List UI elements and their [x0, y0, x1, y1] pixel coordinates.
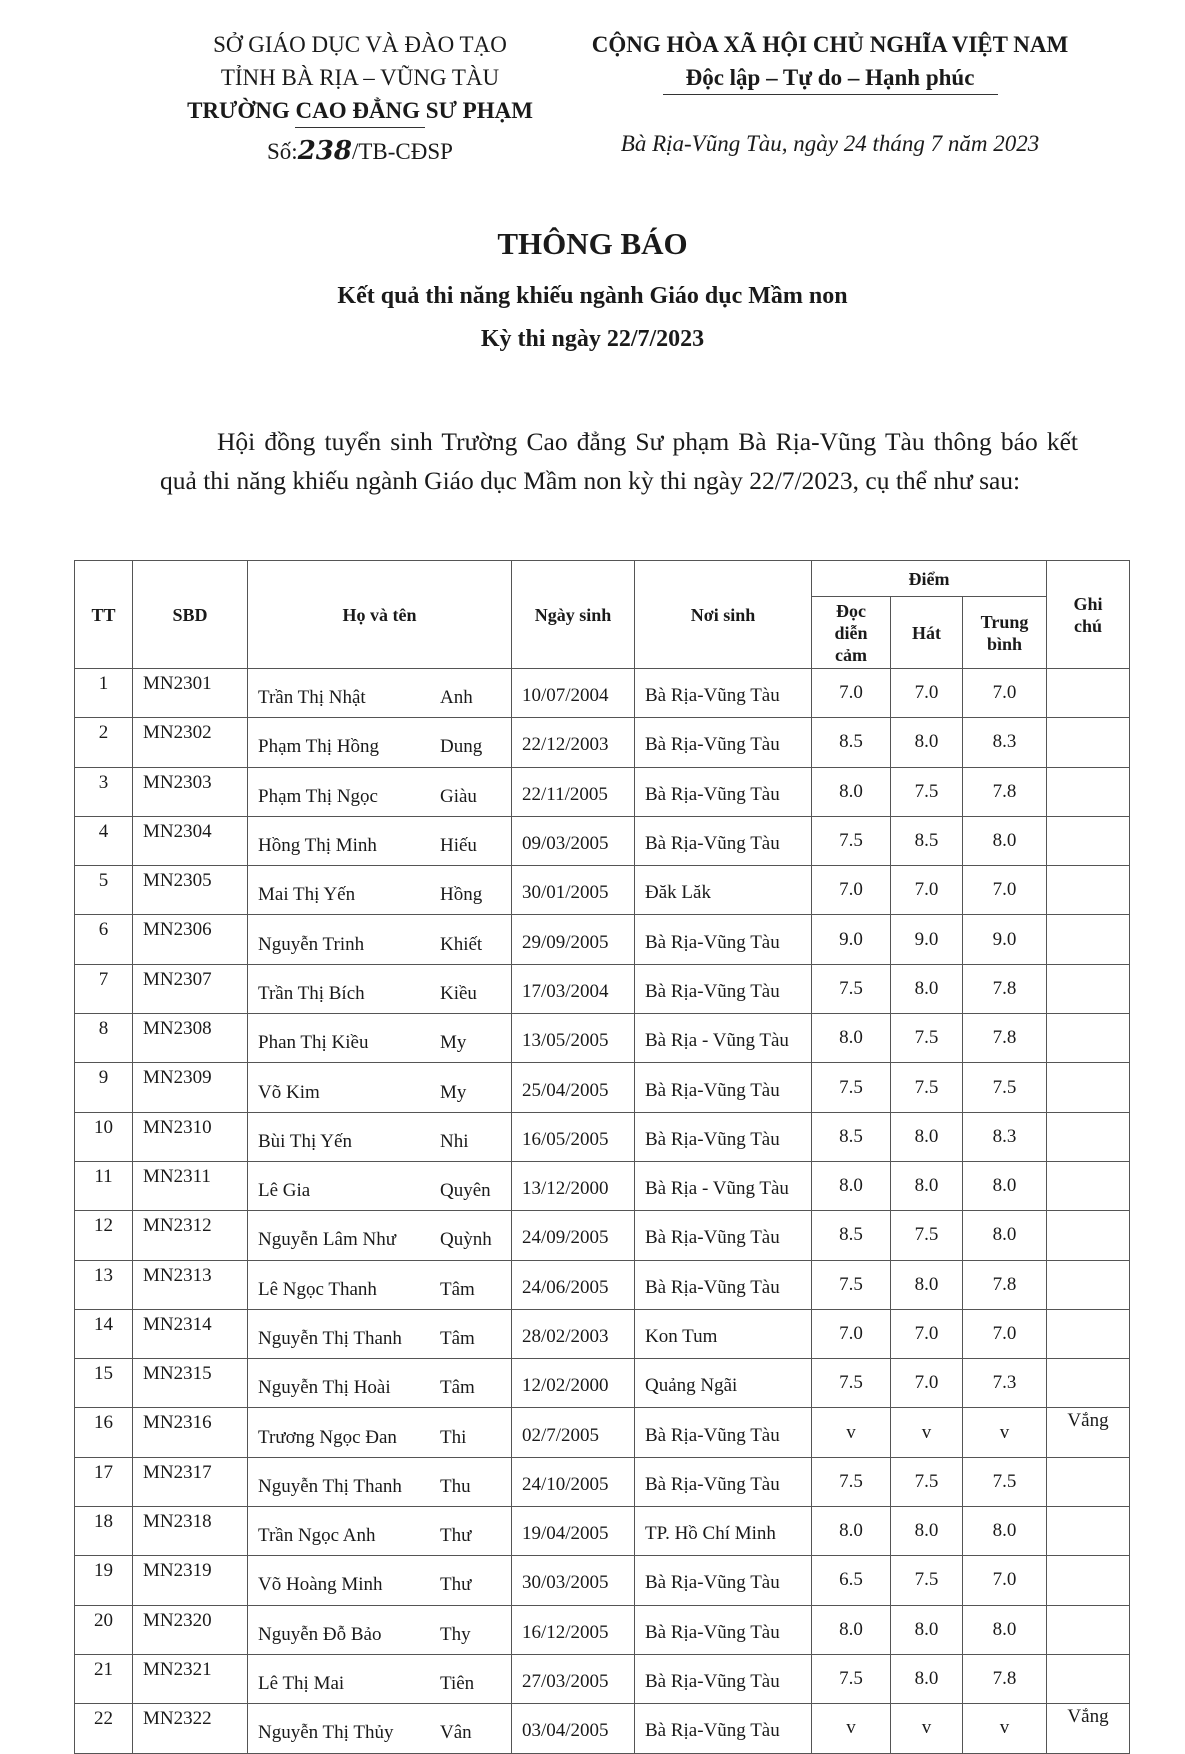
cell-dob: 24/06/2005 [512, 1260, 635, 1309]
cell-dob: 02/7/2005 [512, 1408, 635, 1457]
cell-name [248, 1359, 512, 1408]
cell-pob: Bà Rịa-Vũng Tàu [635, 669, 812, 718]
cell-doc-dien-cam: 8.0 [812, 1507, 891, 1556]
cell-trung-binh: 8.3 [963, 1112, 1047, 1161]
cell-tt: 4 [75, 816, 133, 865]
cell-name [248, 1063, 512, 1112]
table-row [75, 1161, 1130, 1210]
cell-first-name: Hiếu [440, 835, 477, 857]
cell-doc-dien-cam: 7.5 [812, 1063, 891, 1112]
cell-dob: 22/11/2005 [512, 767, 635, 816]
number-prefix: Số: [267, 139, 298, 164]
cell-first-name: Quyên [440, 1180, 491, 1202]
issuer-department: SỞ GIÁO DỤC VÀ ĐÀO TẠO [213, 32, 507, 57]
cell-sbd: MN2321 [133, 1654, 248, 1703]
cell-sbd: MN2306 [133, 915, 248, 964]
cell-last-middle-name: Lê Ngọc Thanh [258, 1278, 377, 1300]
cell-first-name: Dung [440, 736, 483, 758]
cell-first-name: My [440, 1032, 467, 1054]
cell-name [248, 1457, 512, 1506]
cell-doc-dien-cam: 7.5 [812, 964, 891, 1013]
cell-last-middle-name: Trương Ngọc Đan [258, 1426, 397, 1448]
cell-sbd: MN2320 [133, 1605, 248, 1654]
cell-pob: Kon Tum [635, 1309, 812, 1358]
table-row [75, 718, 1130, 767]
cell-first-name: Anh [440, 687, 473, 709]
cell-tt: 14 [75, 1309, 133, 1358]
cell-pob: Bà Rịa-Vũng Tàu [635, 718, 812, 767]
cell-tt: 5 [75, 866, 133, 915]
cell-first-name: Thi [440, 1426, 467, 1448]
cell-pob: Bà Rịa-Vũng Tàu [635, 1605, 812, 1654]
cell-last-middle-name: Trần Thị Nhật [258, 687, 366, 709]
results-body [75, 669, 1130, 1754]
cell-sbd: MN2304 [133, 816, 248, 865]
cell-pob: Bà Rịa-Vũng Tàu [635, 1704, 812, 1753]
cell-first-name: Tâm [440, 1278, 475, 1300]
cell-name [248, 1507, 512, 1556]
cell-hat: 7.0 [891, 1359, 963, 1408]
cell-doc-dien-cam: 8.0 [812, 767, 891, 816]
cell-first-name: Kiều [440, 982, 477, 1004]
cell-note [1047, 1556, 1130, 1605]
table-row [75, 1211, 1130, 1260]
cell-first-name: Nhi [440, 1130, 469, 1152]
cell-first-name: Thy [440, 1623, 471, 1645]
cell-dob: 24/09/2005 [512, 1211, 635, 1260]
document-title: THÔNG BÁO [497, 226, 688, 261]
intro-text: Hội đồng tuyển sinh Trường Cao đẳng Sư phạm Bà Rịa-Vũng Tàu thông báo kết quả thi năng khiếu ngành Giáo dục Mầm non kỳ thi ngày 22/7/2023, cụ thể như sau: [160, 427, 1078, 495]
cell-last-middle-name: Phan Thị Kiều [258, 1032, 369, 1054]
cell-last-middle-name: Phạm Thị Hồng [258, 736, 380, 758]
cell-note: Vắng [1047, 1408, 1130, 1457]
cell-sbd: MN2308 [133, 1014, 248, 1063]
number-handwritten: 238 [297, 136, 352, 166]
cell-dob: 10/07/2004 [512, 669, 635, 718]
table-row [75, 1309, 1130, 1358]
table-row [75, 1457, 1130, 1506]
cell-name [248, 866, 512, 915]
cell-doc-dien-cam: v [812, 1704, 891, 1753]
header-pob: Nơi sinh [635, 561, 812, 669]
issuer-province: TỈNH BÀ RỊA – VŨNG TÀU [220, 65, 500, 90]
cell-note [1047, 1457, 1130, 1506]
issuer-school: TRƯỜNG CAO ĐẲNG SƯ PHẠM [187, 98, 533, 123]
cell-tt: 21 [75, 1654, 133, 1703]
cell-trung-binh: 8.0 [963, 1211, 1047, 1260]
cell-tt: 9 [75, 1063, 133, 1112]
cell-name [248, 1161, 512, 1210]
cell-sbd: MN2322 [133, 1704, 248, 1753]
table-row [75, 866, 1130, 915]
cell-tt: 22 [75, 1704, 133, 1753]
cell-note [1047, 1161, 1130, 1210]
cell-pob: Bà Rịa-Vũng Tàu [635, 1063, 812, 1112]
cell-trung-binh: 7.0 [963, 1556, 1047, 1605]
cell-doc-dien-cam: 8.0 [812, 1014, 891, 1063]
cell-hat: v [891, 1704, 963, 1753]
table-row [75, 1063, 1130, 1112]
cell-trung-binh: 8.0 [963, 816, 1047, 865]
cell-pob: Bà Rịa-Vũng Tàu [635, 1408, 812, 1457]
cell-sbd: MN2313 [133, 1260, 248, 1309]
header-dob: Ngày sinh [512, 561, 635, 669]
cell-name [248, 1556, 512, 1605]
cell-note [1047, 1359, 1130, 1408]
cell-dob: 13/05/2005 [512, 1014, 635, 1063]
cell-doc-dien-cam: 7.5 [812, 816, 891, 865]
cell-hat: 7.5 [891, 1211, 963, 1260]
cell-note [1047, 1211, 1130, 1260]
cell-note [1047, 866, 1130, 915]
cell-hat: 8.0 [891, 964, 963, 1013]
cell-tt: 16 [75, 1408, 133, 1457]
cell-note [1047, 1507, 1130, 1556]
cell-hat: 8.5 [891, 816, 963, 865]
cell-first-name: Khiết [440, 933, 483, 955]
cell-sbd: MN2302 [133, 718, 248, 767]
cell-name [248, 1260, 512, 1309]
cell-dob: 28/02/2003 [512, 1309, 635, 1358]
cell-first-name: Quỳnh [440, 1229, 492, 1251]
cell-first-name: Tâm [440, 1328, 475, 1349]
cell-doc-dien-cam: 8.5 [812, 1112, 891, 1161]
intro-paragraph [160, 422, 1078, 500]
cell-pob: Bà Rịa-Vũng Tàu [635, 1112, 812, 1161]
number-suffix: /TB-CĐSP [351, 139, 453, 164]
cell-sbd: MN2310 [133, 1112, 248, 1161]
cell-first-name: Tâm [440, 1377, 475, 1399]
cell-name [248, 915, 512, 964]
table-row [75, 915, 1130, 964]
table-row [75, 816, 1130, 865]
cell-dob: 13/12/2000 [512, 1161, 635, 1210]
cell-doc-dien-cam: 7.5 [812, 1260, 891, 1309]
table-row [75, 669, 1130, 718]
cell-tt: 1 [75, 669, 133, 718]
cell-dob: 19/04/2005 [512, 1507, 635, 1556]
header-doc-dien-cam: Đọc diễn cảm [812, 597, 891, 669]
cell-last-middle-name: Phạm Thị Ngọc [258, 785, 378, 807]
cell-sbd: MN2315 [133, 1359, 248, 1408]
cell-last-middle-name: Nguyễn Thị Thanh [258, 1475, 402, 1497]
cell-hat: 7.0 [891, 866, 963, 915]
table-row [75, 1260, 1130, 1309]
cell-pob: Bà Rịa - Vũng Tàu [635, 1014, 812, 1063]
cell-note [1047, 669, 1130, 718]
cell-trung-binh: 7.0 [963, 669, 1047, 718]
cell-tt: 13 [75, 1260, 133, 1309]
cell-hat: 7.0 [891, 669, 963, 718]
cell-dob: 12/02/2000 [512, 1359, 635, 1408]
cell-name [248, 1654, 512, 1703]
cell-sbd: MN2312 [133, 1211, 248, 1260]
cell-last-middle-name: Nguyễn Đỗ Bảo [258, 1623, 382, 1645]
cell-hat: 7.0 [891, 1309, 963, 1358]
cell-last-middle-name: Nguyễn Thị Hoài [258, 1377, 391, 1399]
header-name: Họ và tên [248, 561, 512, 669]
cell-tt: 10 [75, 1112, 133, 1161]
cell-trung-binh: 7.8 [963, 1654, 1047, 1703]
cell-tt: 8 [75, 1014, 133, 1063]
header-note: Ghi chú [1047, 561, 1130, 669]
cell-last-middle-name: Nguyễn Thị Thủy [258, 1722, 394, 1744]
cell-last-middle-name: Lê Thị Mai [258, 1673, 345, 1695]
cell-tt: 6 [75, 915, 133, 964]
cell-last-middle-name: Lê Gia [258, 1180, 311, 1202]
document-number [160, 136, 560, 166]
cell-doc-dien-cam: 7.0 [812, 866, 891, 915]
results-table [74, 560, 1130, 1754]
cell-trung-binh: 8.0 [963, 1161, 1047, 1210]
cell-trung-binh: v [963, 1704, 1047, 1753]
cell-sbd: MN2314 [133, 1309, 248, 1358]
cell-hat: 8.0 [891, 1507, 963, 1556]
cell-pob: Đăk Lăk [635, 866, 812, 915]
table-row [75, 1654, 1130, 1703]
cell-last-middle-name: Hồng Thị Minh [258, 835, 377, 857]
cell-trung-binh: 7.8 [963, 1260, 1047, 1309]
cell-doc-dien-cam: 7.5 [812, 1457, 891, 1506]
table-row [75, 1605, 1130, 1654]
cell-dob: 25/04/2005 [512, 1063, 635, 1112]
cell-pob: Bà Rịa-Vũng Tàu [635, 767, 812, 816]
table-row [75, 1704, 1130, 1753]
cell-last-middle-name: Trần Thị Bích [258, 982, 365, 1004]
cell-doc-dien-cam: 7.5 [812, 1654, 891, 1703]
cell-note [1047, 964, 1130, 1013]
cell-name [248, 1605, 512, 1654]
cell-hat: 8.0 [891, 1654, 963, 1703]
cell-last-middle-name: Võ Kim [258, 1081, 320, 1103]
cell-note [1047, 1014, 1130, 1063]
table-row [75, 1014, 1130, 1063]
header-tt: TT [75, 561, 133, 669]
cell-name [248, 816, 512, 865]
cell-note [1047, 1605, 1130, 1654]
cell-sbd: MN2316 [133, 1408, 248, 1457]
cell-tt: 20 [75, 1605, 133, 1654]
cell-tt: 2 [75, 718, 133, 767]
cell-trung-binh: 7.5 [963, 1457, 1047, 1506]
cell-note: Vắng [1047, 1704, 1130, 1753]
cell-hat: 7.5 [891, 1457, 963, 1506]
cell-note [1047, 1654, 1130, 1703]
cell-hat: 8.0 [891, 1112, 963, 1161]
cell-dob: 16/05/2005 [512, 1112, 635, 1161]
cell-hat: 9.0 [891, 915, 963, 964]
cell-pob: Bà Rịa-Vũng Tàu [635, 1211, 812, 1260]
cell-doc-dien-cam: 6.5 [812, 1556, 891, 1605]
cell-last-middle-name: Võ Hoàng Minh [258, 1574, 383, 1596]
cell-sbd: MN2305 [133, 866, 248, 915]
table-row [75, 1507, 1130, 1556]
exam-date-title: Kỳ thi ngày 22/7/2023 [480, 326, 705, 352]
cell-doc-dien-cam: 7.0 [812, 669, 891, 718]
cell-first-name: Hồng [440, 884, 483, 906]
cell-first-name: Vân [440, 1722, 472, 1744]
cell-trung-binh: 7.8 [963, 767, 1047, 816]
cell-trung-binh: 7.3 [963, 1359, 1047, 1408]
cell-trung-binh: v [963, 1408, 1047, 1457]
cell-first-name: Giàu [440, 785, 477, 807]
cell-tt: 11 [75, 1161, 133, 1210]
cell-doc-dien-cam: 9.0 [812, 915, 891, 964]
cell-dob: 17/03/2004 [512, 964, 635, 1013]
cell-first-name: Thư [440, 1525, 472, 1547]
cell-hat: 7.5 [891, 1556, 963, 1605]
cell-last-middle-name: Nguyễn Lâm Như [258, 1229, 396, 1251]
cell-last-middle-name: Bùi Thị Yến [258, 1130, 352, 1152]
cell-hat: 8.0 [891, 1605, 963, 1654]
cell-tt: 7 [75, 964, 133, 1013]
cell-pob: Bà Rịa-Vũng Tàu [635, 1556, 812, 1605]
cell-pob: Bà Rịa-Vũng Tàu [635, 816, 812, 865]
cell-note [1047, 1063, 1130, 1112]
cell-dob: 24/10/2005 [512, 1457, 635, 1506]
motto-underline [663, 94, 998, 95]
cell-name [248, 767, 512, 816]
cell-note [1047, 915, 1130, 964]
national-title: CỘNG HÒA XÃ HỘI CHỦ NGHĨA VIỆT NAM [591, 32, 1069, 57]
cell-dob: 27/03/2005 [512, 1654, 635, 1703]
document-subtitle: Kết quả thi năng khiếu ngành Giáo dục Mầm non [337, 283, 848, 309]
cell-pob: Bà Rịa-Vũng Tàu [635, 964, 812, 1013]
cell-first-name: Thu [440, 1475, 471, 1497]
header-sbd: SBD [133, 561, 248, 669]
cell-trung-binh: 8.0 [963, 1605, 1047, 1654]
national-motto: Độc lập – Tự do – Hạnh phúc [685, 65, 975, 90]
cell-last-middle-name: Mai Thị Yến [258, 884, 356, 906]
cell-note [1047, 1112, 1130, 1161]
cell-name [248, 1704, 512, 1753]
table-row [75, 767, 1130, 816]
cell-doc-dien-cam: 8.5 [812, 718, 891, 767]
issuer-block [160, 28, 560, 128]
cell-sbd: MN2301 [133, 669, 248, 718]
cell-note [1047, 718, 1130, 767]
table-row [75, 1112, 1130, 1161]
cell-hat: 8.0 [891, 1161, 963, 1210]
cell-hat: 8.0 [891, 1260, 963, 1309]
cell-dob: 22/12/2003 [512, 718, 635, 767]
cell-first-name: Thư [440, 1574, 472, 1596]
cell-tt: 15 [75, 1359, 133, 1408]
cell-hat: v [891, 1408, 963, 1457]
cell-tt: 18 [75, 1507, 133, 1556]
table-row [75, 1556, 1130, 1605]
header-hat: Hát [891, 597, 963, 669]
cell-sbd: MN2317 [133, 1457, 248, 1506]
cell-name [248, 1211, 512, 1260]
cell-pob: Quảng Ngãi [635, 1359, 812, 1408]
cell-hat: 7.5 [891, 1014, 963, 1063]
cell-pob: Bà Rịa-Vũng Tàu [635, 1457, 812, 1506]
cell-tt: 12 [75, 1211, 133, 1260]
cell-dob: 30/03/2005 [512, 1556, 635, 1605]
table-row [75, 1408, 1130, 1457]
cell-first-name: My [440, 1081, 467, 1103]
cell-tt: 3 [75, 767, 133, 816]
cell-dob: 03/04/2005 [512, 1704, 635, 1753]
cell-name [248, 669, 512, 718]
cell-trung-binh: 8.3 [963, 718, 1047, 767]
cell-name [248, 718, 512, 767]
cell-trung-binh: 7.0 [963, 866, 1047, 915]
national-motto-block [560, 28, 1100, 95]
cell-tt: 19 [75, 1556, 133, 1605]
header-score-group: Điểm [812, 561, 1047, 597]
cell-trung-binh: 7.8 [963, 1014, 1047, 1063]
cell-last-middle-name: Nguyễn Thị Thanh [258, 1328, 402, 1349]
cell-pob: TP. Hồ Chí Minh [635, 1507, 812, 1556]
cell-last-middle-name: Nguyễn Trinh [258, 933, 365, 955]
cell-last-middle-name: Trần Ngọc Anh [258, 1525, 376, 1547]
cell-doc-dien-cam: 8.0 [812, 1161, 891, 1210]
cell-doc-dien-cam: v [812, 1408, 891, 1457]
cell-trung-binh: 7.8 [963, 964, 1047, 1013]
cell-hat: 8.0 [891, 718, 963, 767]
cell-sbd: MN2309 [133, 1063, 248, 1112]
cell-note [1047, 767, 1130, 816]
table-row [75, 964, 1130, 1013]
cell-sbd: MN2319 [133, 1556, 248, 1605]
cell-pob: Bà Rịa-Vũng Tàu [635, 915, 812, 964]
cell-hat: 7.5 [891, 767, 963, 816]
cell-name [248, 1014, 512, 1063]
cell-note [1047, 1309, 1130, 1358]
cell-sbd: MN2307 [133, 964, 248, 1013]
cell-trung-binh: 8.0 [963, 1507, 1047, 1556]
cell-name [248, 1309, 512, 1358]
cell-pob: Bà Rịa-Vũng Tàu [635, 1654, 812, 1703]
cell-doc-dien-cam: 7.5 [812, 1359, 891, 1408]
header-trung-binh: Trung bình [963, 597, 1047, 669]
cell-sbd: MN2311 [133, 1161, 248, 1210]
cell-doc-dien-cam: 7.0 [812, 1309, 891, 1358]
cell-first-name: Tiên [440, 1673, 475, 1695]
cell-pob: Bà Rịa - Vũng Tàu [635, 1161, 812, 1210]
cell-name [248, 1408, 512, 1457]
cell-name [248, 1112, 512, 1161]
cell-sbd: MN2318 [133, 1507, 248, 1556]
cell-trung-binh: 7.0 [963, 1309, 1047, 1358]
cell-dob: 09/03/2005 [512, 816, 635, 865]
cell-pob: Bà Rịa-Vũng Tàu [635, 1260, 812, 1309]
cell-trung-binh: 9.0 [963, 915, 1047, 964]
document-date: Bà Rịa-Vũng Tàu, ngày 24 tháng 7 năm 2023 [620, 131, 1040, 156]
cell-trung-binh: 7.5 [963, 1063, 1047, 1112]
cell-doc-dien-cam: 8.5 [812, 1211, 891, 1260]
cell-dob: 29/09/2005 [512, 915, 635, 964]
table-row [75, 1359, 1130, 1408]
cell-note [1047, 816, 1130, 865]
cell-dob: 16/12/2005 [512, 1605, 635, 1654]
cell-sbd: MN2303 [133, 767, 248, 816]
cell-doc-dien-cam: 8.0 [812, 1605, 891, 1654]
cell-tt: 17 [75, 1457, 133, 1506]
cell-hat: 7.5 [891, 1063, 963, 1112]
cell-dob: 30/01/2005 [512, 866, 635, 915]
cell-name [248, 964, 512, 1013]
cell-note [1047, 1260, 1130, 1309]
issuer-underline [295, 127, 425, 128]
